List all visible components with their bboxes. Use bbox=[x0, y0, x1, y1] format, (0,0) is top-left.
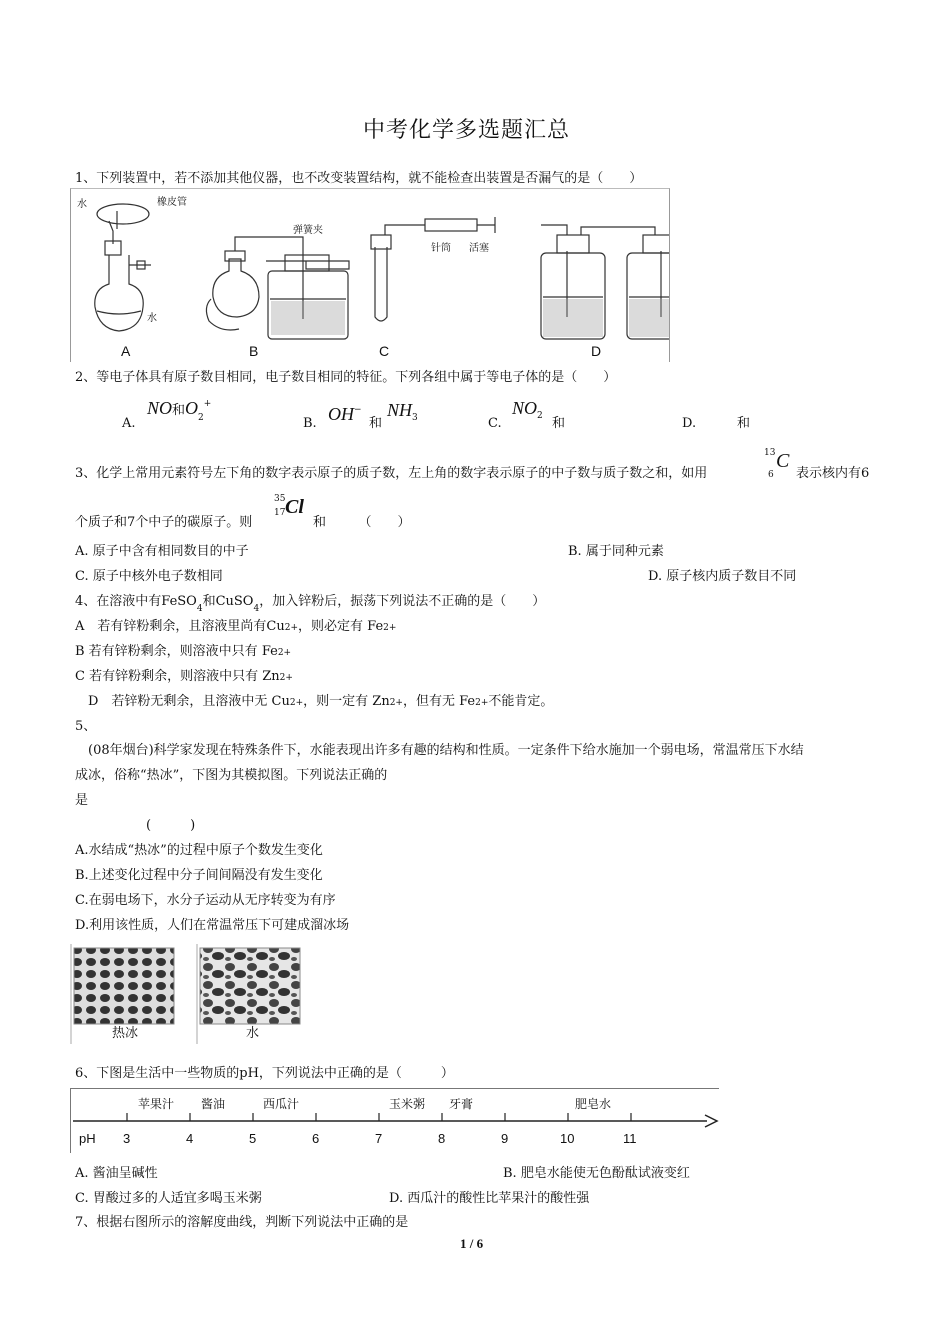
ph-tick-10: 10 bbox=[560, 1131, 575, 1146]
substance-corn-porridge: 玉米粥 bbox=[389, 1097, 426, 1111]
q2-option-c-and: 和 bbox=[552, 416, 566, 431]
option-b-label: B bbox=[249, 343, 259, 359]
label-syringe: 针筒 bbox=[431, 243, 451, 254]
ph-axis-label: pH bbox=[79, 1131, 96, 1146]
ph-tick-5: 5 bbox=[249, 1131, 257, 1146]
q2-option-d-and: 和 bbox=[737, 416, 751, 431]
q5-option-c: C.在弱电场下，水分子运动从无序转变为有序 bbox=[75, 893, 336, 908]
q4-option-d: D 若锌粉无剩余，且溶液中无 Cu2+，则一定有 Zn2+，但有无 Fe2+不能肯定。 bbox=[88, 694, 554, 709]
page-number: 1 / 6 bbox=[460, 1236, 484, 1251]
substance-apple-juice: 苹果汁 bbox=[138, 1097, 175, 1111]
q2-option-d-label: D. bbox=[682, 416, 697, 431]
q3-option-a: A. 原子中含有相同数目的中子 bbox=[75, 544, 249, 559]
q3-option-b: B. 属于同种元素 bbox=[568, 544, 664, 559]
q4-option-a: A 若有锌粉剩余，且溶液里尚有Cu2+，则必定有 Fe2+ bbox=[75, 619, 397, 634]
option-a-label: A bbox=[121, 343, 131, 359]
ph-scale-figure bbox=[70, 1088, 719, 1153]
q2-option-c-label: C. bbox=[488, 416, 502, 431]
q6-option-a: A. 酱油呈碱性 bbox=[75, 1166, 158, 1181]
hot-ice-label: 热冰 bbox=[112, 1026, 139, 1041]
q2-option-c-formula: $NO_2$ bbox=[512, 398, 543, 421]
label-water: 水 bbox=[77, 199, 87, 210]
molecule-pattern-images bbox=[70, 944, 302, 1044]
q2-option-b-label: B. bbox=[303, 416, 317, 431]
ph-tick-9: 9 bbox=[501, 1131, 509, 1146]
q4-option-c: C 若有锌粉剩余，则溶液中只有 Zn2+ bbox=[75, 669, 293, 684]
q5-option-b: B.上述变化过程中分子间间隔没有发生变化 bbox=[75, 868, 323, 883]
q3-option-c: C. 原子中核外电子数相同 bbox=[75, 569, 223, 584]
label-water-2: 水 bbox=[147, 313, 157, 324]
q3-line-2-a: 个质子和7个中子的碳原子。则 bbox=[75, 515, 253, 530]
ph-tick-7: 7 bbox=[375, 1131, 383, 1146]
q2-option-b-formula-2: $NH_3$ bbox=[387, 400, 418, 423]
q5-hot-ice-figure bbox=[70, 944, 302, 1044]
q7-stem: 7、根据右图所示的溶解度曲线，判断下列说法中正确的是 bbox=[75, 1215, 409, 1230]
q2-option-a-formula: NO和$O_2^+$ bbox=[147, 398, 212, 423]
carbon-isotope-symbol: 13 6 C bbox=[764, 448, 790, 480]
q6-option-c: C. 胃酸过多的人适宜多喝玉米粥 bbox=[75, 1191, 262, 1206]
ph-tick-6: 6 bbox=[312, 1131, 320, 1146]
q5-number: 5、 bbox=[75, 719, 97, 734]
apparatus-drawing bbox=[71, 189, 669, 362]
label-rubber-tube: 橡皮管 bbox=[157, 197, 187, 208]
option-c-label: C bbox=[379, 343, 390, 359]
option-d-label: D bbox=[591, 343, 602, 359]
q4-stem: 4、在溶液中有FeSO$_4$和CuSO$_4$，加入锌粉后，振荡下列说法不正确的是（ ） bbox=[75, 594, 546, 614]
substance-watermelon-juice: 西瓜汁 bbox=[263, 1097, 300, 1111]
q6-stem: 6、下图是生活中一些物质的pH，下列说法中正确的是（ ） bbox=[75, 1066, 454, 1081]
ph-tick-8: 8 bbox=[438, 1131, 446, 1146]
label-clamp: 弹簧夹 bbox=[293, 225, 323, 236]
q3-line-1-end: 表示核内有6 bbox=[796, 466, 870, 481]
q2-stem: 2、等电子体具有原子数目相同，电子数目相同的特征。下列各组中属于等电子体的是（ ） bbox=[75, 370, 617, 385]
q3-line-1: 3、化学上常用元素符号左下角的数字表示原子的质子数，左上角的数字表示原子的中子数与质子数之和，如用 bbox=[75, 466, 708, 481]
q1-apparatus-figure bbox=[70, 188, 670, 362]
substance-toothpaste: 牙膏 bbox=[449, 1097, 474, 1111]
q6-option-d: D. 西瓜汁的酸性比苹果汁的酸性强 bbox=[389, 1191, 590, 1206]
substance-soy-sauce: 酱油 bbox=[201, 1097, 226, 1111]
ph-tick-11: 11 bbox=[623, 1131, 637, 1146]
page-title: 中考化学多选题汇总 bbox=[363, 118, 571, 143]
q3-line-2-b: 和 （ ） bbox=[313, 515, 411, 530]
substance-soap-water: 肥皂水 bbox=[575, 1097, 612, 1111]
ph-tick-4: 4 bbox=[186, 1131, 194, 1146]
q2-option-b-and: 和 bbox=[369, 416, 383, 431]
q5-answer-paren: ( ) bbox=[146, 818, 196, 833]
q6-option-b: B. 肥皂水能使无色酚酞试液变红 bbox=[503, 1166, 690, 1181]
q2-option-b-formula: OH− bbox=[328, 404, 362, 424]
q5-stem-2: 成冰，俗称“热冰”，下图为其模拟图。下列说法正确的 bbox=[75, 768, 388, 783]
chlorine-isotope-symbol: 35 17 Cl bbox=[274, 494, 304, 518]
q5-stem-1: (08年烟台)科学家发现在特殊条件下，水能表现出许多有趣的结构和性质。一定条件下给水施加一个弱电场，常温常压下水结 bbox=[88, 743, 804, 758]
ph-tick-3: 3 bbox=[123, 1131, 131, 1146]
q4-option-b: B 若有锌粉剩余，则溶液中只有 Fe2+ bbox=[75, 644, 292, 659]
q5-stem-3: 是 bbox=[75, 793, 89, 808]
q2-option-a-label: A. bbox=[122, 416, 136, 431]
q3-option-d: D. 原子核内质子数目不同 bbox=[648, 569, 797, 584]
q5-option-a: A.水结成“热冰”的过程中原子个数发生变化 bbox=[75, 843, 323, 858]
q1-stem: 1、下列装置中，若不添加其他仪器，也不改变装置结构，就不能检查出装置是否漏气的是（ ） bbox=[75, 171, 643, 186]
label-piston: 活塞 bbox=[469, 243, 489, 254]
water-label: 水 bbox=[246, 1026, 260, 1041]
q5-option-d: D.利用该性质，人们在常温常压下可建成溜冰场 bbox=[75, 918, 350, 933]
